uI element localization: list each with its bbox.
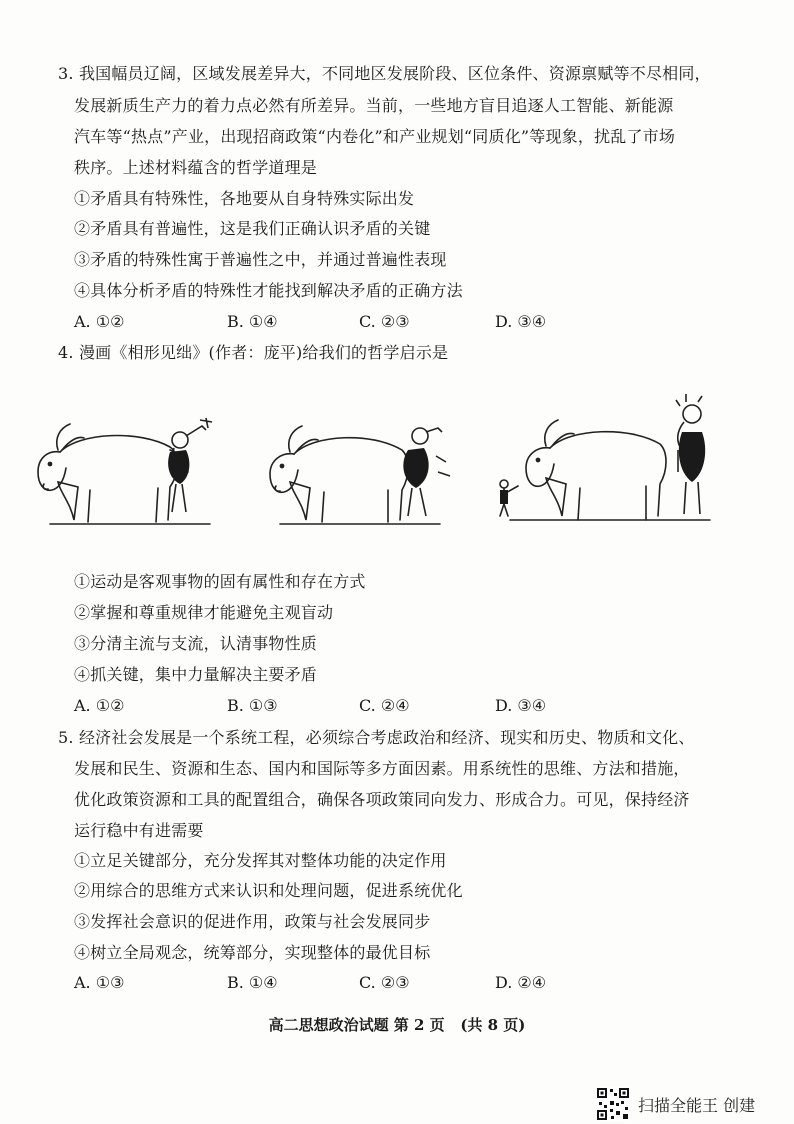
watermark-text: 扫描全能王 创建 — [638, 1095, 756, 1115]
q4-option-a: A. ①② — [74, 696, 125, 715]
q5-stem-line-2: 发展和民生、资源和生态、国内和国际等多方面因素。用系统性的思维、方法和措施， — [74, 759, 690, 778]
q4-statement-3: ③分清主流与支流，认清事物性质 — [74, 634, 318, 653]
q5-statement-3: ③发挥社会意识的促进作用，政策与社会发展同步 — [74, 912, 431, 931]
q4-options — [74, 696, 674, 718]
q3-options — [74, 312, 674, 334]
q3-statement-1: ①矛盾具有特殊性，各地要从自身特殊实际出发 — [74, 189, 415, 208]
q4-option-b: B. ①③ — [227, 696, 278, 715]
q4-statement-2: ②掌握和尊重规律才能避免主观盲动 — [74, 603, 334, 622]
page-footer: 高二思想政治试题 第 2 页 (共 8 页) — [268, 1016, 526, 1034]
q5-statement-4: ④树立全局观念，统筹部分，实现整体的最优目标 — [74, 943, 431, 962]
cartoon-panel-2 — [260, 392, 460, 542]
q5-stem-line-1: 5. 经济社会发展是一个系统工程，必须综合考虑政治和经济、现实和历史、物质和文化、 — [58, 728, 695, 747]
q3-stem-line-1: 3. 我国幅员辽阔，区域发展差异大，不同地区发展阶段、区位条件、资源禀赋等不尽相同， — [58, 64, 711, 83]
q5-option-d: D. ②④ — [495, 973, 547, 992]
q5-statement-2: ②用综合的思维方式来认识和处理问题，促进系统优化 — [74, 881, 463, 900]
q4-statement-1: ①运动是客观事物的固有属性和存在方式 — [74, 572, 366, 591]
qr-code-icon — [596, 1087, 630, 1121]
q5-option-b: B. ①④ — [227, 973, 278, 992]
q5-statement-1: ①立足关键部分，充分发挥其对整体功能的决定作用 — [74, 851, 447, 870]
cartoon-panel-3 — [480, 392, 730, 542]
q4-stem: 4. 漫画《相形见绌》(作者：庞平)给我们的哲学启示是 — [58, 343, 449, 362]
q3-option-a: A. ①② — [74, 312, 125, 331]
q5-stem-line-3: 优化政策资源和工具的配置组合，确保各项政策同向发力、形成合力。可见，保持经济 — [74, 790, 690, 809]
scanner-watermark — [596, 1086, 755, 1122]
q5-option-a: A. ①③ — [74, 973, 125, 992]
q3-statement-3: ③矛盾的特殊性寓于普遍性之中，并通过普遍性表现 — [74, 250, 447, 269]
q3-statement-4: ④具体分析矛盾的特殊性才能找到解决矛盾的正确方法 — [74, 281, 463, 300]
q3-option-c: C. ②③ — [359, 312, 410, 331]
q3-stem-line-4: 秩序。上述材料蕴含的哲学道理是 — [74, 158, 318, 177]
q5-options — [74, 973, 674, 995]
q4-option-c: C. ②④ — [359, 696, 410, 715]
q5-stem-line-4: 运行稳中有进需要 — [74, 821, 204, 840]
q4-statement-4: ④抓关键，集中力量解决主要矛盾 — [74, 665, 318, 684]
q5-option-c: C. ②③ — [359, 973, 410, 992]
cartoon-panel-1 — [30, 392, 230, 542]
q4-option-d: D. ③④ — [495, 696, 547, 715]
q3-stem-line-3: 汽车等“热点”产业，出现招商政策“内卷化”和产业规划“同质化”等现象，扰乱了市场 — [74, 127, 676, 146]
q3-option-b: B. ①④ — [227, 312, 278, 331]
q3-statement-2: ②矛盾具有普遍性，这是我们正确认识矛盾的关键 — [74, 219, 431, 238]
cartoon-xiangxing-jianchu — [30, 392, 730, 542]
q3-stem-line-2: 发展新质生产力的着力点必然有所差异。当前，一些地方盲目追逐人工智能、新能源 — [74, 96, 674, 115]
q3-option-d: D. ③④ — [495, 312, 547, 331]
